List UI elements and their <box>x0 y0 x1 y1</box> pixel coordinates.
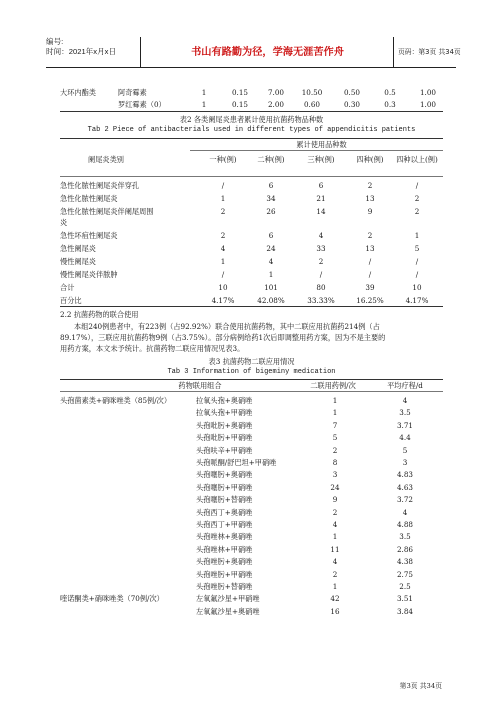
table-cell: 0.15 <box>231 88 248 97</box>
table-row-label: 急性化脓性阑尾炎伴阑尾周围 <box>60 207 154 216</box>
table-cell: 1.00 <box>419 100 436 109</box>
table-top-rule <box>60 138 443 139</box>
table-cell: 34 <box>266 194 276 203</box>
table-cell: 2.00 <box>267 100 284 109</box>
table-row-combo: 头孢噻肟+替硝唑 <box>196 495 253 504</box>
table-row-combo: 头孢呋辛+甲硝唑 <box>196 446 253 455</box>
table-cell: 5 <box>414 244 420 253</box>
table-cell: 21 <box>316 194 326 203</box>
table-row-combo: 头孢西丁+甲硝唑 <box>196 520 253 529</box>
table-row-combo: 头孢哌酮/舒巴坦+甲硝唑 <box>196 458 277 467</box>
table-cell: 1 <box>220 194 226 203</box>
table-row-combo: 拉氧头孢+奥硝唑 <box>196 396 253 405</box>
table-col-group-header: 累计使用品种数 <box>296 140 347 149</box>
table-cell-count: 2 <box>332 570 338 579</box>
table-cell: / <box>221 181 225 190</box>
table-cell-course: 3.5 <box>399 532 411 541</box>
table-cell: 26 <box>266 207 276 216</box>
table-cell: 6 <box>268 181 274 190</box>
page-footer: 第3页 共34页 <box>399 682 442 690</box>
header-meta <box>46 37 141 67</box>
number-label: 编号: <box>46 37 64 46</box>
table-cell-count: 16 <box>330 607 340 616</box>
table-cell-course: 4 <box>402 396 408 405</box>
table-cell: 10 <box>412 283 422 292</box>
table-cell: 2 <box>318 257 324 266</box>
table-cell: 0.60 <box>303 100 320 109</box>
table-cell: 1 <box>414 231 420 240</box>
table-row-label-cont: 炎 <box>60 218 68 227</box>
table-cell: 2 <box>220 231 226 240</box>
table-cell: / <box>415 257 419 266</box>
table-cell-course: 4 <box>402 508 408 517</box>
table-cell: 24 <box>266 244 276 253</box>
table-3-title-en: Tab 3 Information of bigeminy medication <box>167 368 336 376</box>
table-cell: 10 <box>218 283 228 292</box>
table-col-header-type: 阑尾炎类别 <box>88 155 124 164</box>
table-cell: / <box>415 270 419 279</box>
table-top-rule <box>60 379 443 380</box>
table-cell: 80 <box>316 283 326 292</box>
table-cell-course: 2.86 <box>396 545 413 554</box>
table-cell-count: 3 <box>332 470 338 479</box>
table-cell-count: 42 <box>330 594 340 603</box>
table-row-combo: 头孢吡肟+甲硝唑 <box>196 433 253 442</box>
table-2-title-en: Tab 2 Piece of antibacterials used in different types of appendicitis patients <box>87 126 416 134</box>
table-row-label: 合计 <box>60 283 75 292</box>
table-cell: / <box>368 270 372 279</box>
table-cell-course: 4.4 <box>399 433 411 442</box>
table-cell: 42.08% <box>257 296 285 305</box>
table-cell-course: 4.63 <box>396 483 413 492</box>
table-cell: 0.30 <box>343 100 360 109</box>
table-cell-course: 3.5 <box>399 408 411 417</box>
table-row-combo: 拉氧头孢+甲硝唑 <box>196 408 253 417</box>
table-cell-course: 3.72 <box>396 495 413 504</box>
table-col-header: 二种(例) <box>257 155 285 164</box>
paragraph-line: 用药方案，本文未予统计。抗菌药物二联应用情况见表3。 <box>60 344 245 353</box>
table-sub-rule <box>190 150 443 151</box>
header-motto: 书山有路勤为径，学海无涯苦作舟 <box>142 37 394 67</box>
table-cell: 1.00 <box>419 88 436 97</box>
table-cell-count: 2 <box>332 508 338 517</box>
table-row-combo: 左氧氟沙星+甲硝唑 <box>196 594 260 603</box>
table-cell: 1 <box>201 88 207 97</box>
table-cell-course: 4.88 <box>396 520 413 529</box>
table-cell-count: 1 <box>332 532 338 541</box>
table-col-header: 四种(例) <box>356 155 384 164</box>
table-cell: / <box>221 270 225 279</box>
table-cell: 10.50 <box>301 88 323 97</box>
table-row-combo: 左氧氟沙星+奥硝唑 <box>196 607 260 616</box>
table-cell-course: 4.83 <box>396 470 413 479</box>
table-cell: 4 <box>220 244 226 253</box>
table-cell: 16.25% <box>356 296 384 305</box>
table-2-title-cn: 表2 各类阑尾炎患者累计使用抗菌药物品种数 <box>179 115 324 124</box>
table-cell: 2 <box>220 207 226 216</box>
section-paragraph <box>60 321 443 354</box>
table-cell-count: 4 <box>332 520 338 529</box>
table-cell-count: 1 <box>332 396 338 405</box>
time-label: 时间：2021年x月x日 <box>46 47 117 56</box>
table-cell: 4.17% <box>211 296 235 305</box>
table-cell: 2 <box>414 194 420 203</box>
table-col-header: 三种(例) <box>307 155 335 164</box>
table-col-header-course: 平均疗程/d <box>387 381 423 390</box>
table-row-combo: 头孢唑林+甲硝唑 <box>196 545 253 554</box>
table-cell: 6 <box>318 181 324 190</box>
table-cell: 39 <box>365 283 375 292</box>
table-cell-count: 2 <box>332 446 338 455</box>
table-cell: 13 <box>365 244 375 253</box>
table-cell: 4 <box>318 231 324 240</box>
table-row-combo: 头孢唑肟+甲硝唑 <box>196 570 253 579</box>
table-cell-count: 4 <box>332 557 338 566</box>
paragraph-line: 89.17%），三联应用抗菌药物9例（占3.75%）。部分病例给药1次后即调整用药方案，因为不是主要的 <box>60 333 386 342</box>
table-col-header-combo: 药物联用组合 <box>178 381 222 390</box>
table-row-combo: 头孢唑林+奥硝唑 <box>196 532 253 541</box>
table-cell-course: 2.5 <box>399 582 411 591</box>
table-row-label: 急性化脓性阑尾炎伴穿孔 <box>60 181 140 190</box>
table-cell-course: 3 <box>402 458 408 467</box>
table-cell: 0.50 <box>343 88 360 97</box>
table-cell-count: 9 <box>332 495 338 504</box>
table-bottom-rule <box>60 111 443 112</box>
table-cell: 33.33% <box>307 296 335 305</box>
table-row-combo: 头孢西丁+奥硝唑 <box>196 508 253 517</box>
table-cell: 2 <box>414 207 420 216</box>
table-cell: 6 <box>268 231 274 240</box>
table-row-combo: 头孢噻肟+奥硝唑 <box>196 470 253 479</box>
table-col-header: 一种(例) <box>209 155 237 164</box>
table-cell-count: 1 <box>332 582 338 591</box>
section-heading: 2.2 抗菌药物的联合使用 <box>60 310 139 319</box>
table-row-combo: 头孢唑肟+替硝唑 <box>196 582 253 591</box>
table-row-label: 百分比 <box>60 296 82 305</box>
table-cell-count: 1 <box>332 408 338 417</box>
table-header-rule <box>60 391 443 392</box>
table-cell: 1 <box>201 100 207 109</box>
table-row-drug: 阿奇霉素 <box>118 88 147 97</box>
table-cell: 1 <box>220 257 226 266</box>
table-cell-count: 7 <box>332 421 338 430</box>
table-row-label: 急性化脓性阑尾炎 <box>60 194 118 203</box>
table-cell: 4 <box>268 257 274 266</box>
table-col-header: 四种以上(例) <box>396 155 438 164</box>
table-row-group: 喹诺酮类+硝咪唑类（70例/次） <box>60 594 164 603</box>
table-cell: 13 <box>365 194 375 203</box>
page-header <box>46 37 461 68</box>
table-col-header-count: 二联用药例/次 <box>310 381 356 390</box>
table-cell: 2 <box>367 181 373 190</box>
table-cell: 0.15 <box>231 100 248 109</box>
table-3-title-cn: 表3 抗菌药物二联应用情况 <box>208 357 295 366</box>
table-row-label: 慢性阑尾炎 <box>60 257 96 266</box>
table-cell: 4.17% <box>405 296 429 305</box>
table-row-group: 头孢菌素类+硝咪唑类（85例/次） <box>60 396 172 405</box>
table-cell: 9 <box>367 207 373 216</box>
header-page-label: 页码：第3页 共34页 <box>398 48 461 56</box>
table-cell-course: 4.38 <box>396 557 413 566</box>
table-cell: / <box>319 270 323 279</box>
table-cell: 0.3 <box>384 100 396 109</box>
table-cell-course: 5 <box>402 446 408 455</box>
table-row-label: 急性阑尾炎 <box>60 244 96 253</box>
table-cell-course: 2.75 <box>396 570 413 579</box>
table-row-group: 大环内酯类 <box>60 88 96 97</box>
table-bottom-rule <box>60 306 443 307</box>
table-cell: 2 <box>367 231 373 240</box>
paragraph-line: 本组240例患者中，有223例（占92.92%）联合使用抗菌药物，其中二联应用抗菌药214例（占 <box>74 322 380 331</box>
table-cell: 101 <box>264 283 278 292</box>
table-cell-count: 11 <box>330 545 340 554</box>
table-row-combo: 头孢噻肟+甲硝唑 <box>196 483 253 492</box>
table-cell-count: 8 <box>332 458 338 467</box>
table-cell-course: 3.84 <box>396 607 413 616</box>
table-row-drug: 罗红霉素（0） <box>118 100 166 109</box>
table-cell: 33 <box>316 244 326 253</box>
table-cell-course: 3.71 <box>396 421 413 430</box>
table-row-label: 急性坏疽性阑尾炎 <box>60 231 118 240</box>
table-row-combo: 头孢吡肟+奥硝唑 <box>196 421 253 430</box>
table-cell: / <box>415 181 419 190</box>
table-cell: 1 <box>268 270 274 279</box>
table-cell: 0.5 <box>384 88 396 97</box>
table-cell: / <box>368 257 372 266</box>
table-cell-count: 24 <box>330 483 340 492</box>
table-header-rule <box>60 176 443 177</box>
table-cell-course: 3.51 <box>396 594 413 603</box>
table-row-combo: 头孢唑肟+奥硝唑 <box>196 557 253 566</box>
table-cell: 14 <box>316 207 326 216</box>
table-cell: 7.00 <box>267 88 284 97</box>
table-cell-count: 5 <box>332 433 338 442</box>
table-row-label: 慢性阑尾炎伴脓肿 <box>60 270 118 279</box>
